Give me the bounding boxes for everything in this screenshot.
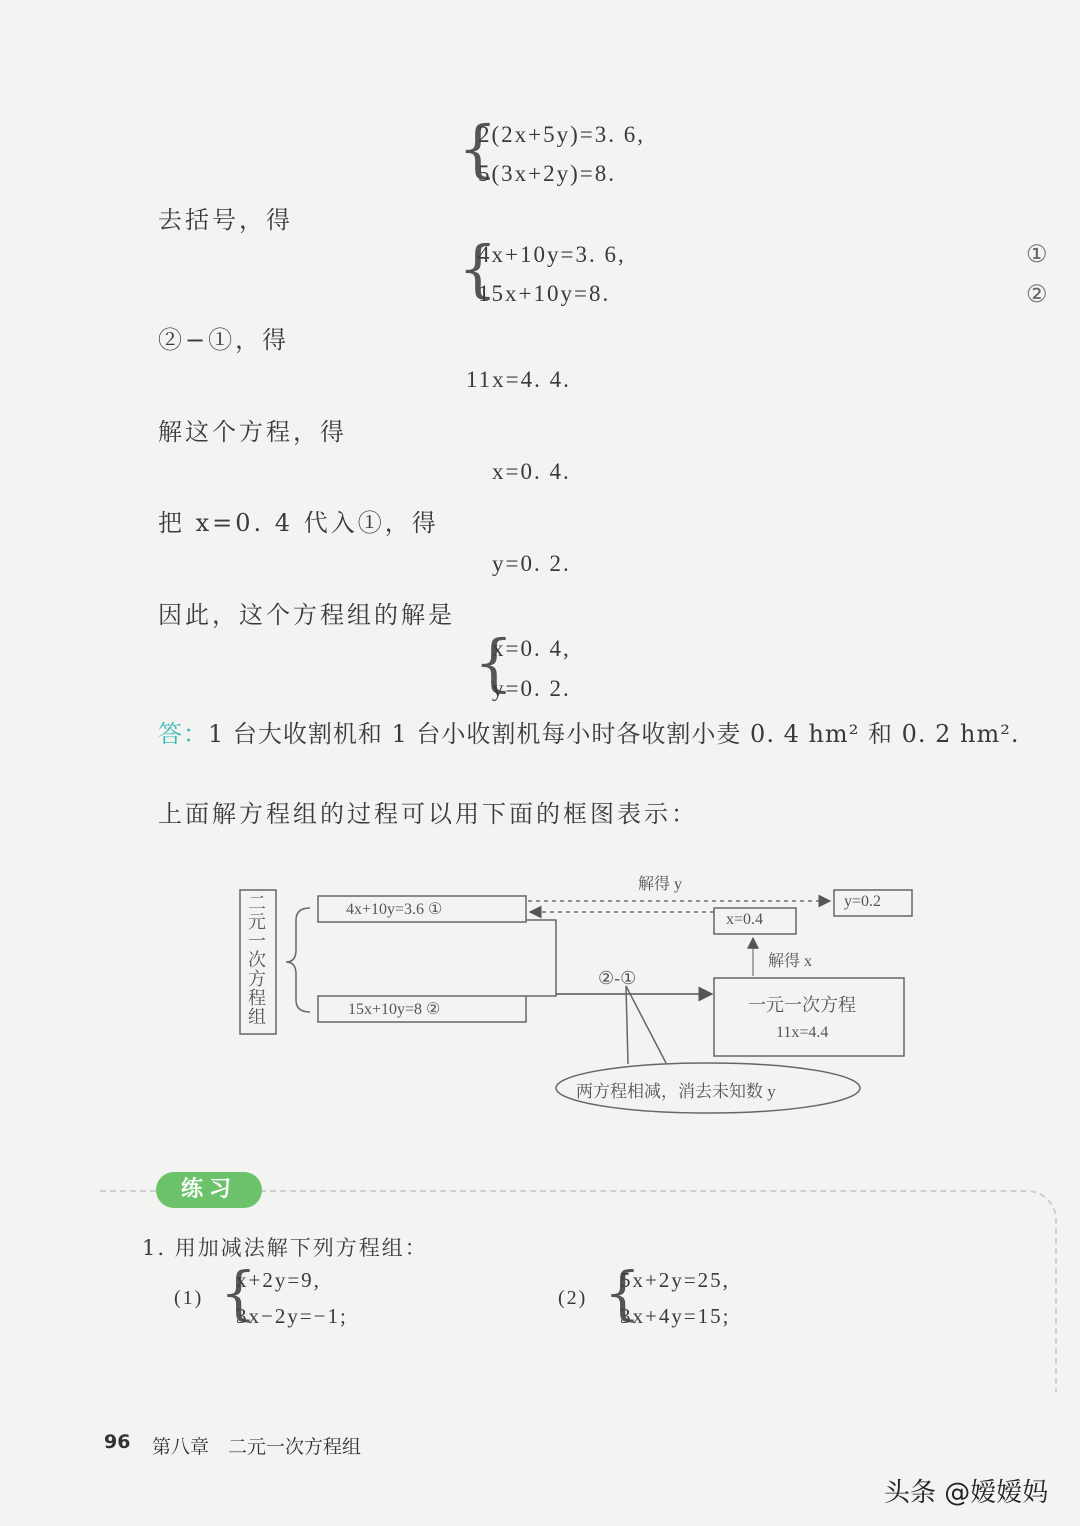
brace-p1: { — [220, 1259, 257, 1327]
brace-system1: { — [458, 112, 498, 185]
practice-p2-label: (2) — [558, 1287, 588, 1309]
system1-line2: 5(3x+2y)=8. — [478, 161, 617, 186]
system1-line1: 2(2x+5y)=3. 6, — [478, 122, 646, 147]
practice-p2-line1: 5x+2y=25, — [620, 1268, 730, 1292]
step-substitute: 把 x=0. 4 代入①，得 — [158, 509, 439, 537]
answer-label: 答： — [158, 720, 208, 748]
answer — [158, 714, 1019, 749]
eq-y: y=0. 2. — [492, 551, 571, 576]
practice-badge: 练习 — [156, 1172, 262, 1208]
diagram-solve-x: 解得 x — [768, 953, 813, 970]
bubble-tail — [626, 986, 666, 1064]
system2-line2: 15x+10y=8. — [478, 281, 611, 306]
practice-p1-line2: 3x−2y=−1; — [236, 1304, 348, 1328]
one-var-box — [714, 978, 904, 1056]
practice-p2-line2: 3x+4y=15; — [620, 1304, 731, 1328]
diagram-left-label: 二元一次方程组 — [248, 893, 266, 1028]
diagram-x-result: x=0.4 — [726, 911, 764, 928]
practice-p1-line1: x+2y=9, — [236, 1268, 321, 1292]
brace-system2: { — [458, 232, 498, 305]
diagram-op: ②-① — [598, 968, 637, 988]
tag-eq2: ② — [1026, 280, 1048, 308]
solution-line2: y=0. 2. — [492, 676, 571, 701]
eq-11x: 11x=4. 4. — [466, 367, 571, 392]
step-therefore: 因此，这个方程组的解是 — [158, 601, 455, 629]
practice-p1-label: (1) — [174, 1287, 204, 1309]
diagram-eq1: 4x+10y=3.6 ① — [346, 901, 443, 918]
diagram-y-result: y=0.2 — [844, 893, 882, 910]
diagram-one-var-eq: 11x=4.4 — [776, 1024, 829, 1041]
step-solve: 解这个方程，得 — [158, 418, 347, 446]
solution-line1: x=0. 4, — [492, 636, 571, 661]
watermark: 头条 @嫒嫒妈 — [884, 1478, 1049, 1508]
diagram-bubble: 两方程相减，消去未知数 y — [576, 1082, 776, 1101]
answer-text: 1 台大收割机和 1 台小收割机每小时各收割小麦 0. 4 hm² 和 0. 2 hm². — [208, 720, 1020, 748]
practice-q1: 1. 用加减法解下列方程组： — [142, 1236, 428, 1260]
brace-solution: { — [474, 626, 514, 699]
tag-eq1: ① — [1026, 240, 1048, 268]
system2-line1: 4x+10y=3. 6, — [478, 242, 626, 267]
step-subtract: ②−①，得 — [158, 326, 290, 354]
diagram-brace — [286, 908, 310, 1012]
diagram-solve-y: 解得 y — [638, 876, 683, 893]
eq-x: x=0. 4. — [492, 459, 571, 484]
join-line — [526, 920, 556, 996]
page-number: 96 — [104, 1431, 131, 1453]
diagram-one-var-title: 一元一次方程 — [748, 995, 856, 1015]
step-remove-parens: 去括号，得 — [158, 206, 293, 234]
diagram-eq2: 15x+10y=8 ② — [348, 1001, 441, 1018]
brace-p2: { — [604, 1259, 641, 1327]
chapter-title: 第八章 二元一次方程组 — [152, 1436, 362, 1458]
diagram-intro: 上面解方程组的过程可以用下面的框图表示： — [158, 800, 698, 828]
